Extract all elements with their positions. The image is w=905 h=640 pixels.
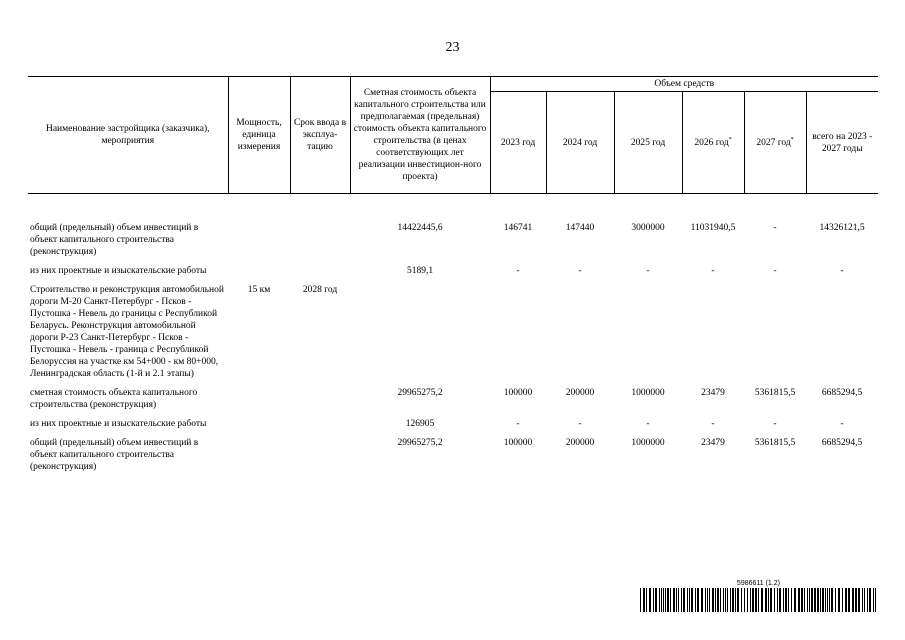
barcode-bar (667, 588, 669, 612)
barcode-bar (697, 588, 699, 612)
barcode-bar (689, 588, 690, 612)
investment-table (28, 76, 878, 480)
barcode-bar (867, 588, 868, 612)
barcode-bar (709, 588, 710, 612)
barcode-bar (741, 588, 742, 612)
barcode-bar (744, 588, 745, 612)
barcode-bar (761, 588, 763, 612)
barcode-bar (681, 588, 682, 612)
barcode-bar (869, 588, 871, 612)
barcode-bar (875, 588, 876, 612)
barcode-icon (640, 588, 878, 612)
barcode-bar (798, 588, 800, 612)
barcode-bar (864, 588, 865, 612)
barcode-bar (747, 588, 748, 612)
barcode-label: 5986611 (1.2) (736, 580, 780, 587)
barcode-bar (673, 588, 675, 612)
barcode-bar (705, 588, 706, 612)
barcode-bar (848, 588, 850, 612)
header-term: Срок ввода в эксплуа-тацию (290, 77, 350, 194)
table-row: из них проектные и изыскательские работы 126905 - - - - - - (30, 419, 844, 429)
barcode-bar (676, 588, 677, 612)
table-row: общий (предельный) объем инвестиций в объект капитального строительства (реконструкция) 29965275,2 100000 200000 1000000 23479 5361815,5 6685294,5 (30, 438, 863, 472)
header-estimated-cost: Сметная стоимость объекта капитального строительства или предполагаемая (предельная) стоимость объекта капитального строительства (в ценах соответствующих лет реализации инвестицион-ного проекта) (350, 77, 490, 194)
barcode-bar (755, 588, 757, 612)
barcode-bar (683, 588, 685, 612)
barcode-bar (825, 588, 826, 612)
barcode-bar (777, 588, 778, 612)
barcode-bar (712, 588, 714, 612)
barcode-bar (814, 588, 816, 612)
table-row: общий (предельный) объем инвестиций в объект капитального строительства (реконструкция) 14422445,6 146741 147440 3000000 11031940,5 - 14326121,5 (30, 223, 865, 257)
barcode-bar (701, 588, 703, 612)
barcode-bar (809, 588, 810, 612)
barcode-bar (765, 588, 767, 612)
header-year-2024: 2024 год (546, 92, 614, 194)
barcode-bar (855, 588, 857, 612)
barcode-bar (817, 588, 819, 612)
barcode-bar (727, 588, 728, 612)
barcode-bar (752, 588, 754, 612)
barcode-bar (862, 588, 863, 612)
barcode-bar (831, 588, 833, 612)
barcode-bar (791, 588, 792, 612)
header-total: всего на 2023 - 2027 годы (806, 92, 878, 194)
barcode-bar (768, 588, 769, 612)
barcode-bar (750, 588, 751, 612)
barcode-bar (801, 588, 803, 612)
header-year-2027: 2027 год* (744, 92, 806, 194)
barcode-bar (827, 588, 828, 612)
barcode-bar (659, 588, 660, 612)
barcode-bar (663, 588, 664, 612)
barcode-bar (730, 588, 731, 612)
barcode-bar (794, 588, 796, 612)
barcode-bar (707, 588, 708, 612)
barcode-bar (783, 588, 784, 612)
barcode-bar (653, 588, 654, 612)
table-row: из них проектные и изыскательские работы 5189,1 - - - - - - (30, 266, 844, 276)
barcode-bar (661, 588, 662, 612)
barcode-bar (687, 588, 688, 612)
barcode-bar (835, 588, 836, 612)
header-year-2026: 2026 год* (682, 92, 744, 194)
barcode-bar (640, 588, 641, 612)
barcode-bar (737, 588, 739, 612)
barcode-bar (732, 588, 734, 612)
header-name: Наименование застройщика (заказчика), мероприятия (28, 77, 228, 194)
header-year-2025: 2025 год (614, 92, 682, 194)
barcode-bar (723, 588, 724, 612)
barcode-bar (717, 588, 719, 612)
barcode-bar (655, 588, 657, 612)
barcode-bar (807, 588, 808, 612)
barcode-bar (845, 588, 847, 612)
barcode-bar (649, 588, 651, 612)
barcode-bar (720, 588, 721, 612)
barcode-bar (788, 588, 789, 612)
barcode-bar (774, 588, 775, 612)
barcode-bar (735, 588, 736, 612)
header-year-2023: 2023 год (490, 92, 546, 194)
barcode-bar (829, 588, 830, 612)
barcode-bar (691, 588, 693, 612)
table-row: Строительство и реконструкция автомобильной дороги М-20 Санкт-Петербург - Псков - Пустошка - Невель до границы с Республикой Беларусь. Реконструкция автомобильной дороги Р-23 Санкт-Петербург - Псков - Пустошка - Невель - граница с Республикой Белоруссия на участке км 54+000 - км 80+000, Ленинградская область (1-й и 2.1 этапы) 15 км 2028 год (30, 285, 338, 379)
barcode-bar (646, 588, 647, 612)
barcode-bar (665, 588, 666, 612)
barcode-bar (715, 588, 716, 612)
barcode-bar (695, 588, 696, 612)
barcode-bar (873, 588, 874, 612)
barcode-bar (852, 588, 854, 612)
barcode-bar (858, 588, 860, 612)
table-row: сметная стоимость объекта капитального строительства (реконструкция) 29965275,2 100000 200000 1000000 23479 5361815,5 6685294,5 (30, 388, 863, 410)
barcode-bar (725, 588, 726, 612)
barcode-bar (670, 588, 671, 612)
barcode-bar (678, 588, 679, 612)
barcode-bar (822, 588, 824, 612)
barcode-bar (779, 588, 781, 612)
page-number: 23 (445, 40, 460, 55)
barcode-bar (804, 588, 805, 612)
barcode-bar (820, 588, 821, 612)
header-volume: Объем средств (490, 77, 878, 92)
barcode-bar (842, 588, 843, 612)
barcode-bar (811, 588, 813, 612)
barcode-bar (758, 588, 759, 612)
barcode-block (640, 580, 878, 616)
barcode-bar (838, 588, 840, 612)
barcode-bar (643, 588, 645, 612)
barcode-bar (785, 588, 787, 612)
header-capacity: Мощность, единица измерения (228, 77, 290, 194)
barcode-bar (770, 588, 772, 612)
